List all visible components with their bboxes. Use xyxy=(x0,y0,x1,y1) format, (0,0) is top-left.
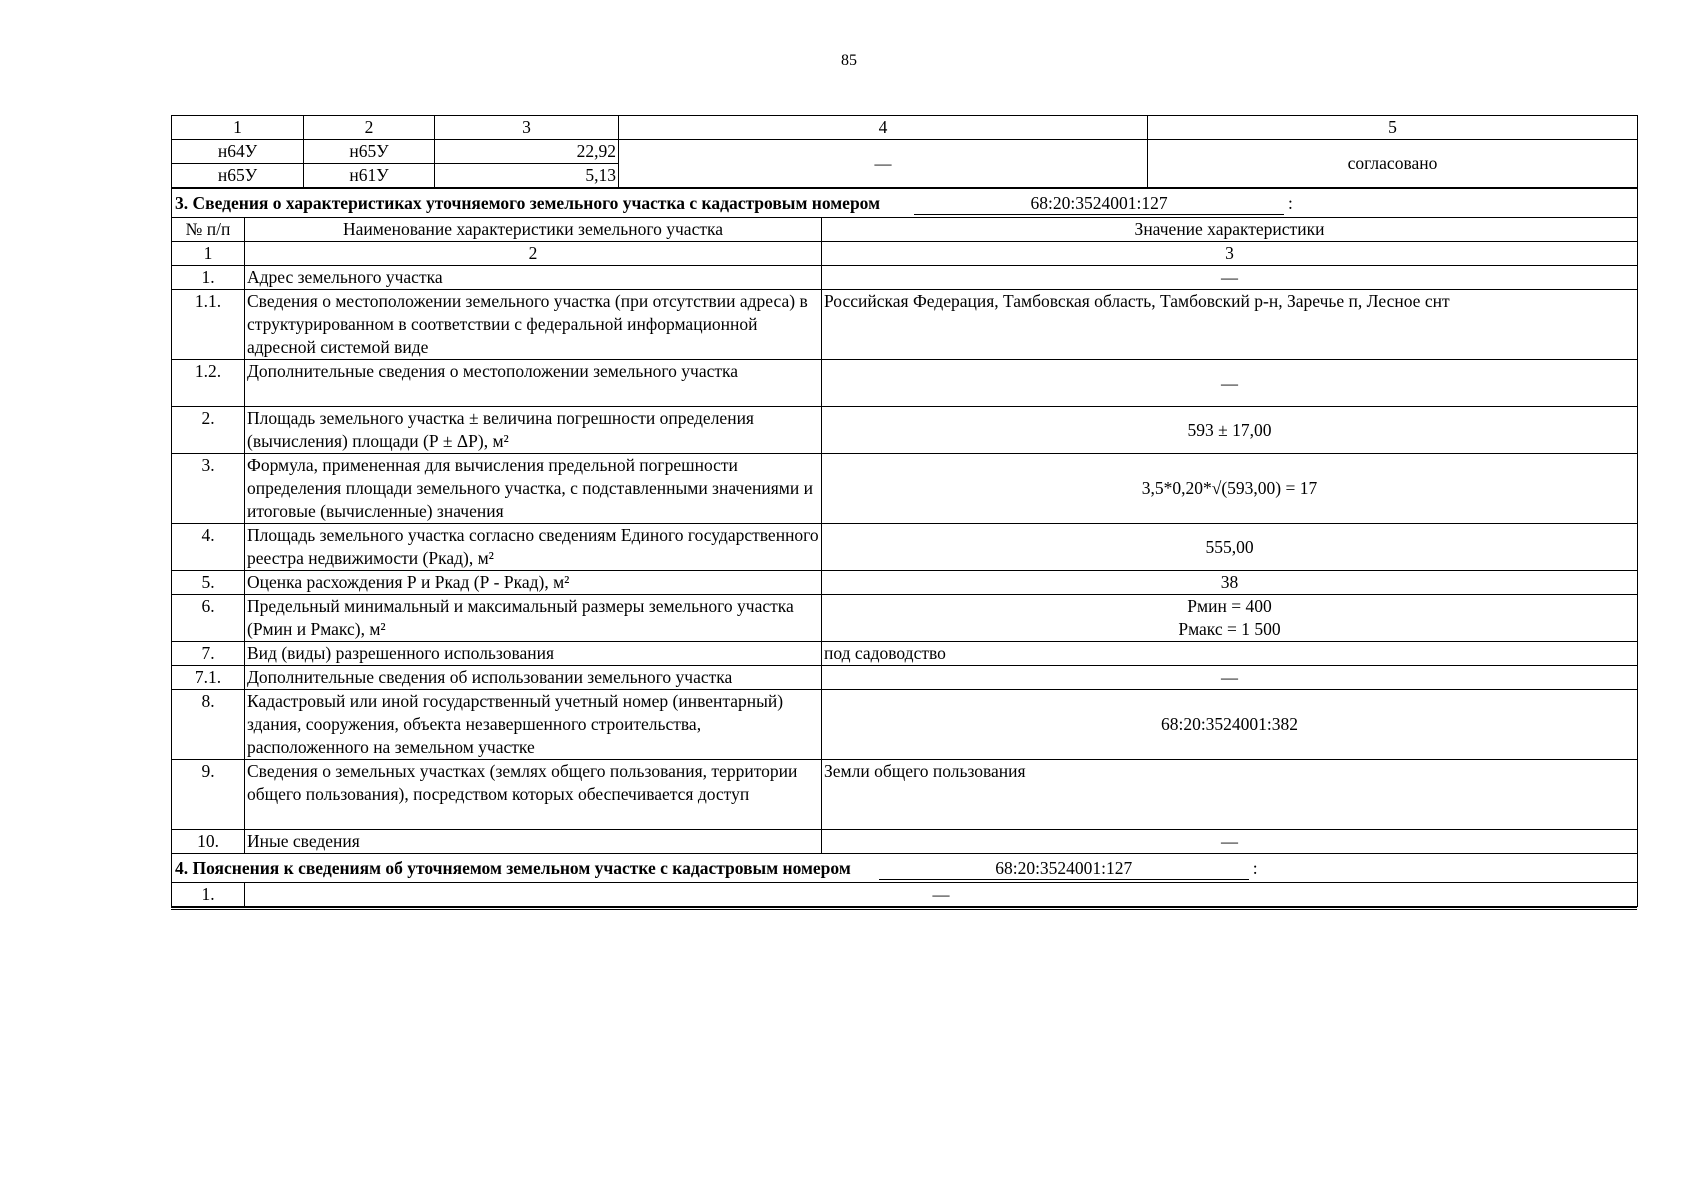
column-header-1: 1 xyxy=(172,116,304,140)
section-3-title: 3. Сведения о характеристиках уточняемого земельного участка с кадастровым номером xyxy=(175,192,881,213)
size-max: Рмакс = 1 500 xyxy=(1178,619,1281,639)
table-row xyxy=(172,140,1638,164)
characteristic-name: Оценка расхождения Р и Ркад (Р - Ркад), м² xyxy=(245,571,822,595)
table-row xyxy=(172,760,1638,830)
row-number: 7.1. xyxy=(172,666,245,690)
point-to: н65У xyxy=(304,140,435,164)
table-row xyxy=(172,666,1638,690)
point-from: н65У xyxy=(172,164,304,188)
section-4-heading-row xyxy=(172,854,1638,883)
row-number: 7. xyxy=(172,642,245,666)
characteristic-value: Земли общего пользования xyxy=(822,760,1638,830)
characteristic-value: — xyxy=(822,360,1638,407)
characteristic-value: — xyxy=(822,666,1638,690)
row-number: 8. xyxy=(172,690,245,760)
characteristic-value: — xyxy=(822,266,1638,290)
characteristic-value: 593 ± 17,00 xyxy=(822,407,1638,454)
characteristic-name: Кадастровый или иной государственный учетный номер (инвентарный) здания, сооружения, объекта незавершенного строительства, расположенного на земельном участке xyxy=(245,690,822,760)
table-row xyxy=(172,571,1638,595)
row-number: 4. xyxy=(172,524,245,571)
characteristic-value: 68:20:3524001:382 xyxy=(822,690,1638,760)
header-characteristic-name: Наименование характеристики земельного участка xyxy=(245,218,822,242)
section-4-heading xyxy=(172,854,1638,883)
characteristic-name: Вид (виды) разрешенного использования xyxy=(245,642,822,666)
boundary-table-header-row xyxy=(172,116,1638,140)
table-row xyxy=(172,595,1638,642)
table-row xyxy=(172,524,1638,571)
characteristic-name: Дополнительные сведения о местоположении земельного участка xyxy=(245,360,822,407)
row-number: 10. xyxy=(172,830,245,854)
row-number: 1. xyxy=(172,266,245,290)
characteristic-name: Иные сведения xyxy=(245,830,822,854)
header-number-2: 2 xyxy=(245,242,822,266)
section-3-colon: : xyxy=(1288,192,1293,213)
point-from: н64У xyxy=(172,140,304,164)
row-number: 9. xyxy=(172,760,245,830)
characteristic-name: Дополнительные сведения об использовании земельного участка xyxy=(245,666,822,690)
boundary-points-table xyxy=(171,115,1638,188)
characteristic-value: — xyxy=(822,830,1638,854)
characteristic-name: Адрес земельного участка xyxy=(245,266,822,290)
column-header-2: 2 xyxy=(304,116,435,140)
section-3-heading-row xyxy=(172,189,1638,218)
column-header-4: 4 xyxy=(619,116,1148,140)
characteristic-value: под садоводство xyxy=(822,642,1638,666)
column-header-3: 3 xyxy=(435,116,619,140)
point-to: н61У xyxy=(304,164,435,188)
section-3-header-numbers-row xyxy=(172,242,1638,266)
characteristic-value: 555,00 xyxy=(822,524,1638,571)
column-header-5: 5 xyxy=(1148,116,1638,140)
section-4-cadastral-number: 68:20:3524001:127 xyxy=(879,857,1249,880)
column-4-value: — xyxy=(619,140,1148,188)
section-4-colon: : xyxy=(1252,857,1258,878)
table-row xyxy=(172,883,1638,907)
row-number: 6. xyxy=(172,595,245,642)
characteristic-value xyxy=(822,595,1638,642)
table-row xyxy=(172,266,1638,290)
table-row xyxy=(172,360,1638,407)
section-4-title: 4. Пояснения к сведениям об уточняемом земельном участке с кадастровым номером xyxy=(175,857,851,878)
characteristic-name: Предельный минимальный и максимальный размеры земельного участка (Рмин и Рмакс), м² xyxy=(245,595,822,642)
table-row xyxy=(172,830,1638,854)
row-number: 2. xyxy=(172,407,245,454)
characteristic-name: Формула, примененная для вычисления предельной погрешности определения площади земельного участка, с подставленными значениями и итоговые (вычисленные) значения xyxy=(245,454,822,524)
segment-length: 22,92 xyxy=(435,140,619,164)
table-row xyxy=(172,690,1638,760)
section-3-cadastral-number: 68:20:3524001:127 xyxy=(914,192,1284,215)
characteristic-value: 38 xyxy=(822,571,1638,595)
agreement-status: согласовано xyxy=(1148,140,1638,188)
section-3-header-row xyxy=(172,218,1638,242)
row-number: 5. xyxy=(172,571,245,595)
row-number: 1.1. xyxy=(172,290,245,360)
characteristic-value: 3,5*0,20*√(593,00) = 17 xyxy=(822,454,1638,524)
characteristic-name: Площадь земельного участка согласно сведениям Единого государственного реестра недвижимости (Ркад), м² xyxy=(245,524,822,571)
header-characteristic-value: Значение характеристики xyxy=(822,218,1638,242)
size-min: Рмин = 400 xyxy=(1187,596,1272,616)
characteristic-name: Сведения о местоположении земельного участка (при отсутствии адреса) в структурированном в соответствии с федеральной информационной адресной системой виде xyxy=(245,290,822,360)
header-number-1: 1 xyxy=(172,242,245,266)
table-row xyxy=(172,454,1638,524)
table-row xyxy=(172,290,1638,360)
characteristic-value: Российская Федерация, Тамбовская область, Тамбовский р-н, Заречье п, Лесное снт xyxy=(822,290,1638,360)
row-number: 1. xyxy=(172,883,245,907)
row-number: 1.2. xyxy=(172,360,245,407)
explanation-value: — xyxy=(245,883,1638,907)
section-3-heading xyxy=(172,189,1638,218)
row-number: 3. xyxy=(172,454,245,524)
table-row xyxy=(172,642,1638,666)
header-number: № п/п xyxy=(172,218,245,242)
document-body xyxy=(171,115,1637,910)
segment-length: 5,13 xyxy=(435,164,619,188)
table-row xyxy=(172,407,1638,454)
page-number: 85 xyxy=(841,52,857,69)
characteristic-name: Площадь земельного участка ± величина погрешности определения (вычисления) площади (Р ± ΔР), м² xyxy=(245,407,822,454)
header-number-3: 3 xyxy=(822,242,1638,266)
section-3-table xyxy=(171,188,1638,907)
characteristic-name: Сведения о земельных участках (землях общего пользования, территории общего пользования), посредством которых обеспечивается доступ xyxy=(245,760,822,830)
